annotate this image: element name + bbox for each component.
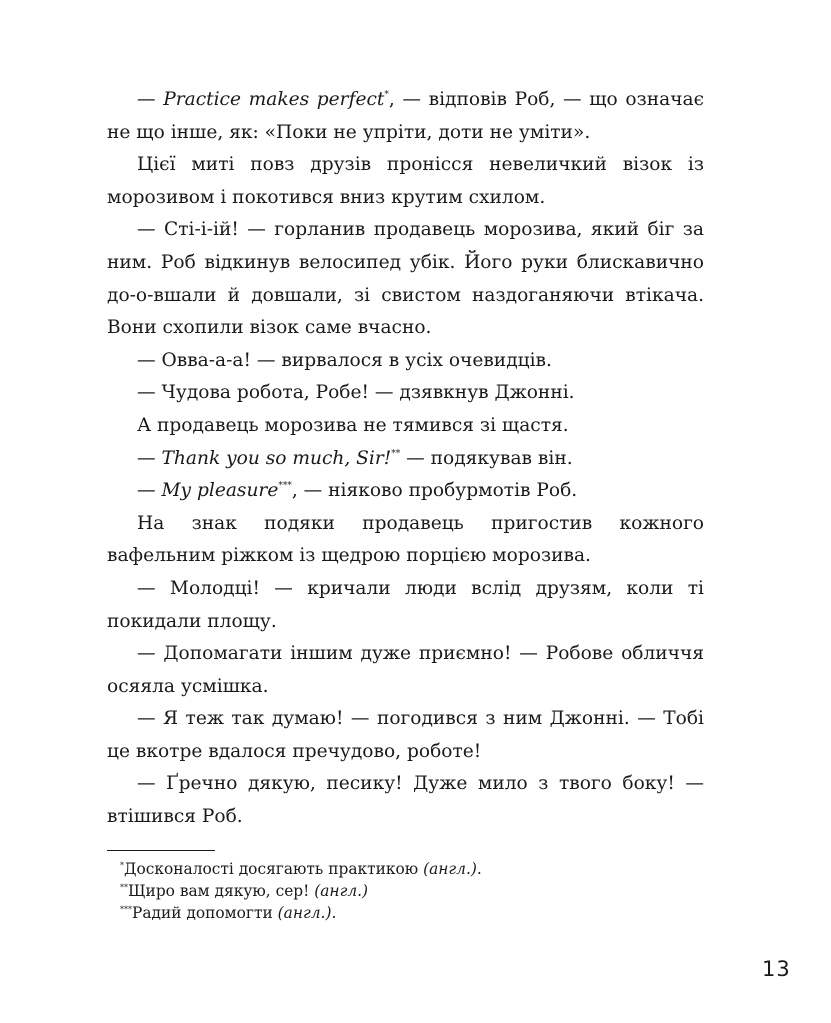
footnote-divider [107,850,215,851]
paragraph-8: — My pleasure***, — ніяково пробурмотів Роб. [137,480,578,502]
paragraph-4: — Овва-а-а! — вирвалося в усіх очевидців. [137,349,552,371]
paragraph-12: — Я теж так думаю! — погодився з ним Джонні. — Тобі це вкотре вдалося пречудово, роботе! [107,708,704,762]
paragraph-7: — Thank you so much, Sir!** — подякував він. [137,447,573,469]
footnote-ref-2: ** [391,448,401,459]
paragraph-13: — Ґречно дякую, песику! Дуже мило з твого боку! — втішився Роб. [107,773,704,828]
paragraph-9: На знак подяки продавець пригостив кожного вафельним ріжком із щедрою порцією морозива. [107,512,704,567]
paragraph-10: — Молодці! — кричали люди вслід друзям, коли ті покидали площу. [107,577,704,632]
footnote-3: ***Радий допомогти (англ.). [120,904,337,922]
footnote-ref-1: * [384,90,389,100]
footnote-ref-3: *** [278,481,292,492]
paragraph-3: — Сті-і-ій! — горланив продавець морозива, який біг за ним. Роб відкинув велосипед убік. Його руки блискавично до-о-вшали й довшали, зі свистом наздоганяючи втікача. Вони схопили візок саме вчасно. [107,219,704,339]
footnote-2: **Щиро вам дякую, сер! (англ.) [120,882,369,900]
paragraph-5: — Чудова робота, Робе! — дзявкнув Джонні. [137,382,575,404]
paragraph-11: — Допомагати іншим дуже приємно! — Робове обличчя осяяла усмішка. [107,643,704,697]
footnote-1: *Досконалості досягають практикою (англ.). [120,860,482,878]
page-number: 13 [762,957,791,981]
footnotes [120,858,680,924]
paragraph-1: — Practice makes perfect*, — відповів Роб, — що означає не що інше, як: «Поки не упріти, доти не уміти». [107,89,704,143]
paragraph-2: Цієї миті повз друзів пронісся невеличкий візок із морозивом і покотився вниз крутим схилом. [107,154,704,208]
body-text [107,84,704,834]
paragraph-6: А продавець морозива не тямився зі щастя. [137,414,569,436]
